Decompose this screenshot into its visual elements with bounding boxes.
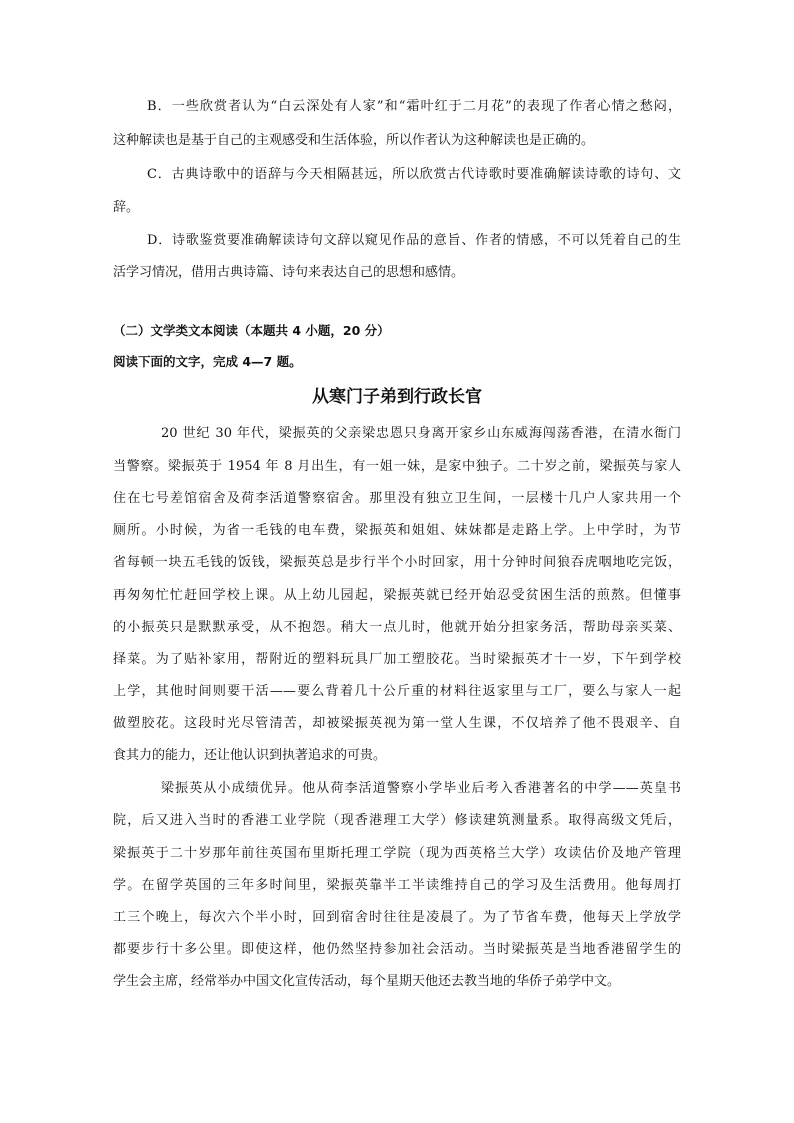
section-heading: （二）文学类文本阅读（本题共 4 小题，20 分） (113, 323, 390, 338)
paragraph-1-line: 做塑胶花。这段时光尽管清苦，却被梁振英视为第一堂人生课，不仅培养了他不畏艰辛、自 (113, 716, 681, 731)
option-d-line-2: 活学习情况，借用古典诗篇、诗句来表达自己的思想和感情。 (113, 265, 465, 280)
paragraph-2-line: 院，后又进入当时的香港工业学院（现香港理工大学）修读建筑测量系。取得高级文凭后， (113, 813, 681, 828)
document-page (113, 0, 681, 1123)
paragraph-1-line: 上学，其他时间则要干活——要么背着几十公斤重的材料往返家里与工厂，要么与家人一起 (113, 684, 681, 699)
paragraph-1-line: 住在七号差馆宿舍及荷李活道警察宿舍。那里没有独立卫生间，一层楼十几户人家共用一个 (113, 491, 681, 506)
paragraph-1-line: 省每顿一块五毛钱的饭钱，梁振英总是步行半个小时回家，用十分钟时间狼吞虎咽地吃完饭， (113, 555, 681, 570)
paragraph-1-line: 当警察。梁振英于 1954 年 8 月出生，有一姐一妹，是家中独子。二十岁之前，梁振英与家人 (113, 459, 681, 474)
paragraph-1-line: 的小振英只是默默承受，从不抱怨。稍大一点儿时，他就开始分担家务活，帮助母亲买菜、 (113, 620, 681, 635)
option-c-line-1: C．古典诗歌中的语辞与今天相隔甚远，所以欣赏古代诗歌时要准确解读诗歌的诗句、文 (147, 167, 681, 182)
option-b-line-1: B．一些欣赏者认为“白云深处有人家”和“霜叶红于二月花”的表现了作者心情之愁闷， (147, 99, 681, 114)
paragraph-1-line: 再匆匆忙忙赶回学校上课。从上幼儿园起，梁振英就已经开始忍受贫困生活的煎熬。但懂事 (113, 588, 681, 603)
paragraph-1-line: 择菜。为了贴补家用，帮附近的塑料玩具厂加工塑胶花。当时梁振英才十一岁，下午到学校 (113, 652, 681, 667)
paragraph-1-line: 20 世纪 30 年代，梁振英的父亲梁忠恩只身离开家乡山东威海闯荡香港，在清水衙门 (161, 426, 681, 441)
paragraph-2-line: 工三个晚上，每次六个半小时，回到宿舍时往往是凌晨了。为了节省车费，他每天上学放学 (113, 910, 681, 925)
option-d-line-1: D．诗歌鉴赏要准确解读诗句文辞以窥见作品的意旨、作者的情感，不可以凭着自己的生 (147, 233, 681, 248)
section-instruction: 阅读下面的文字，完成 4—7 题。 (113, 354, 302, 369)
paragraph-2-line: 梁振英从小成绩优异。他从荷李活道警察小学毕业后考入香港著名的中学——英皇书 (161, 781, 681, 796)
paragraph-2-line: 梁振英于二十岁那年前往英国布里斯托理工学院（现为西英格兰大学）攻读估价及地产管理 (113, 846, 681, 861)
paragraph-2-line: 学生会主席，经常举办中国文化宣传活动，每个星期天他还去教当地的华侨子弟学中文。 (113, 974, 621, 989)
option-c-line-2: 辞。 (113, 200, 140, 215)
option-b-line-2: 这种解读也是基于自己的主观感受和生活体验，所以作者认为这种解读也是正确的。 (113, 133, 595, 148)
article-title: 从寒门子弟到行政长官 (312, 387, 482, 407)
paragraph-1-line: 食其力的能力，还让他认识到执著追求的可贵。 (113, 748, 387, 763)
paragraph-2-line: 都要步行十多公里。即使这样，他仍然坚持参加社会活动。当时梁振英是当地香港留学生的 (113, 942, 681, 957)
paragraph-2-line: 学。在留学英国的三年多时间里，梁振英靠半工半读维持自己的学习及生活费用。他每周打 (113, 878, 681, 893)
paragraph-1-line: 厕所。小时候，为省一毛钱的电车费，梁振英和姐姐、妹妹都是走路上学。上中学时，为节 (113, 523, 681, 538)
